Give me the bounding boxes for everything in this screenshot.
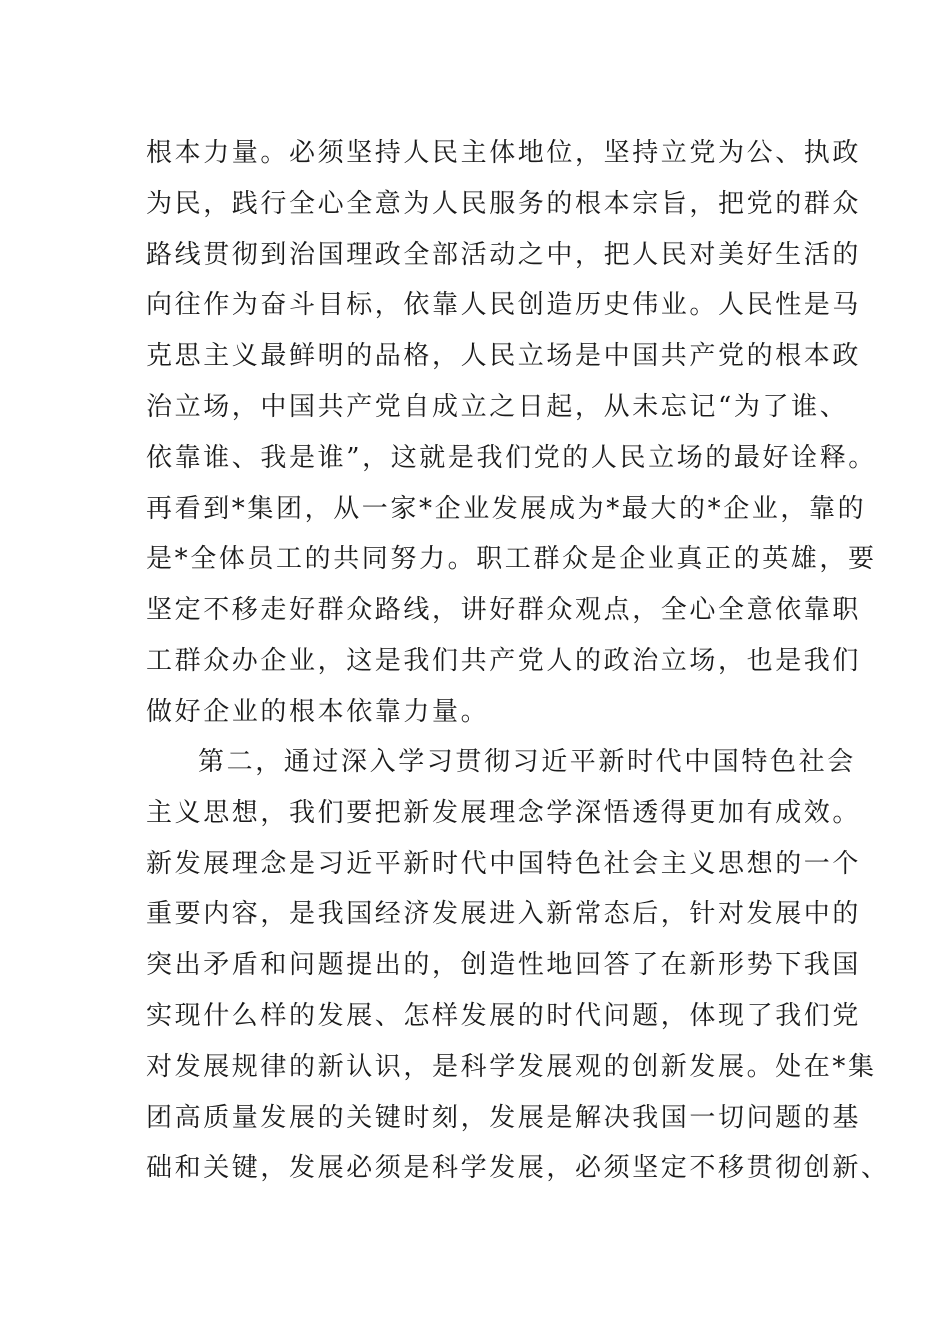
paragraph-line: 团高质量发展的关键时刻，发展是解决我国一切问题的基 bbox=[146, 1102, 862, 1133]
paragraph-line: 路线贯彻到治国理政全部活动之中，把人民对美好生活的 bbox=[146, 239, 862, 270]
paragraph-line: 突出矛盾和问题提出的，创造性地回答了在新形势下我国 bbox=[146, 950, 862, 981]
paragraph-line: 依靠谁、我是谁”，这就是我们党的人民立场的最好诠释。 bbox=[146, 442, 877, 473]
paragraph-line: 实现什么样的发展、怎样发展的时代问题，体现了我们党 bbox=[146, 1000, 862, 1031]
paragraph-line: 础和关键，发展必须是科学发展，必须坚定不移贯彻创新、 bbox=[146, 1153, 890, 1184]
paragraph-line-indented: 第二，通过深入学习贯彻习近平新时代中国特色社会 bbox=[198, 747, 856, 777]
paragraph-line: 对发展规律的新认识，是科学发展观的创新发展。处在*集 bbox=[146, 1051, 877, 1082]
paragraph-line: 治立场，中国共产党自成立之日起，从未忘记“为了谁、 bbox=[146, 391, 849, 422]
paragraph-line: 克思主义最鲜明的品格，人民立场是中国共产党的根本政 bbox=[146, 341, 862, 372]
paragraph-1 bbox=[146, 128, 877, 738]
paragraph-2 bbox=[146, 737, 890, 1194]
paragraph-line: 新发展理念是习近平新时代中国特色社会主义思想的一个 bbox=[146, 848, 862, 879]
paragraph-line: 为民，践行全心全意为人民服务的根本宗旨，把党的群众 bbox=[146, 188, 862, 219]
paragraph-line: 向往作为奋斗目标，依靠人民创造历史伟业。人民性是马 bbox=[146, 290, 862, 321]
paragraph-line: 重要内容，是我国经济发展进入新常态后，针对发展中的 bbox=[146, 899, 862, 930]
paragraph-line: 主义思想，我们要把新发展理念学深悟透得更加有成效。 bbox=[146, 797, 862, 828]
paragraph-line: 根本力量。必须坚持人民主体地位，坚持立党为公、执政 bbox=[146, 138, 862, 168]
paragraph-line: 是*全体员工的共同努力。职工群众是企业真正的英雄，要 bbox=[146, 544, 877, 575]
paragraph-line: 再看到*集团，从一家*企业发展成为*最大的*企业，靠的 bbox=[146, 493, 867, 524]
paragraph-line: 坚定不移走好群众路线，讲好群众观点，全心全意依靠职 bbox=[146, 595, 862, 626]
paragraph-line: 工群众办企业，这是我们共产党人的政治立场，也是我们 bbox=[146, 645, 862, 676]
paragraph-line: 做好企业的根本依靠力量。 bbox=[146, 696, 490, 727]
